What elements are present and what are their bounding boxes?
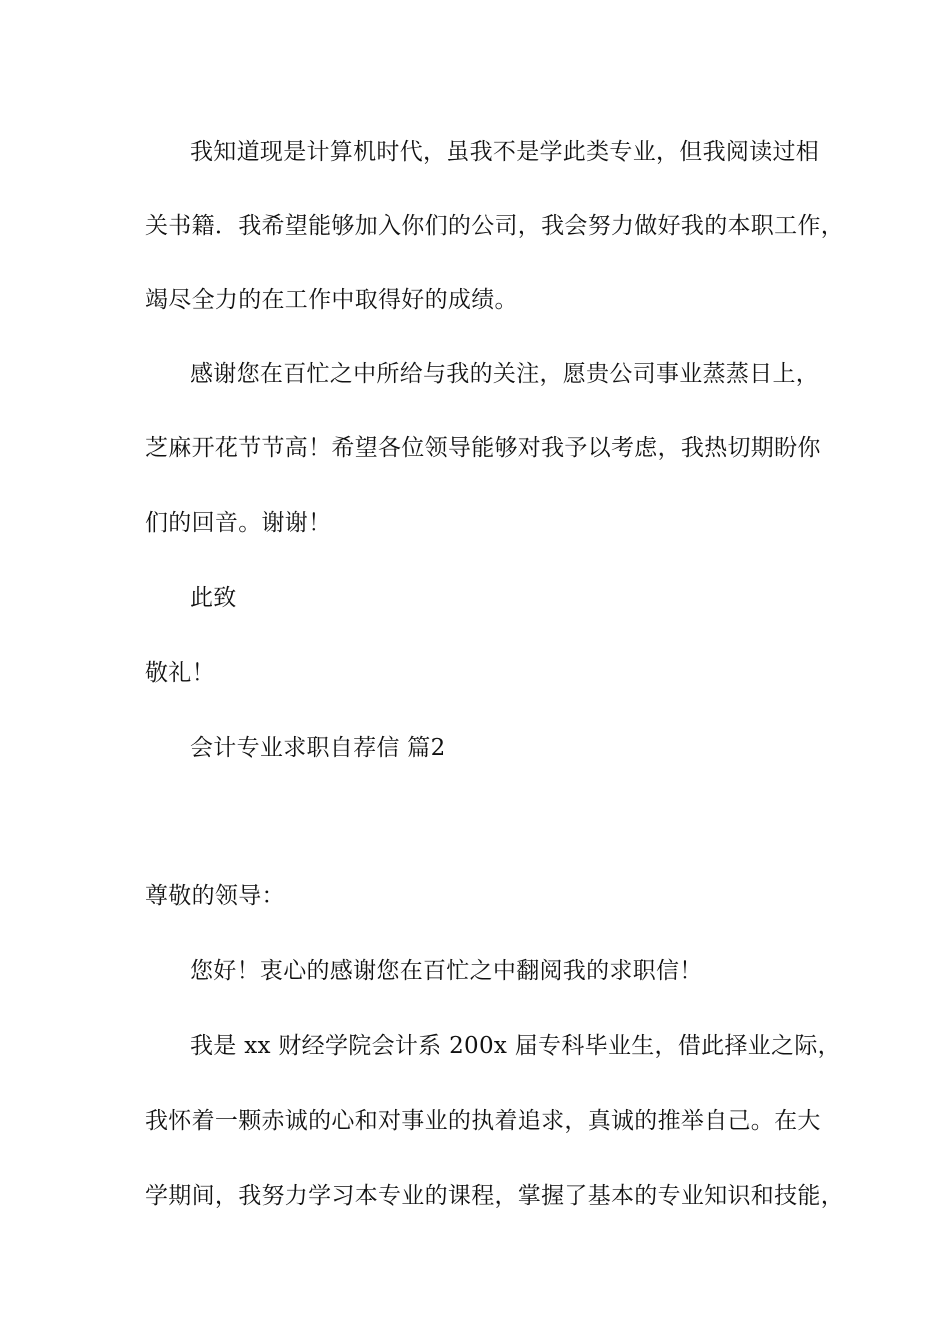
salutation-line: 敬礼！ [145, 660, 215, 686]
paragraph-line: 们的回音。谢谢！ [145, 510, 332, 536]
paragraph-line: 您好！衷心的感谢您在百忙之中翻阅我的求职信！ [190, 958, 703, 984]
greeting-line: 尊敬的领导： [145, 883, 285, 909]
paragraph-line: 我怀着一颗赤诚的心和对事业的执着追求，真诚的推举自己。在大 [145, 1108, 821, 1134]
closing-line: 此致 [190, 585, 237, 611]
paragraph-line: 我知道现是计算机时代，虽我不是学此类专业，但我阅读过相 [190, 139, 820, 165]
section-heading: 会计专业求职自荐信 篇2 [190, 735, 446, 761]
paragraph-line: 芝麻开花节节高！希望各位领导能够对我予以考虑，我热切期盼你 [145, 435, 821, 461]
paragraph-line: 关书籍．我希望能够加入你们的公司，我会努力做好我的本职工作， [145, 213, 844, 239]
paragraph-line: 竭尽全力的在工作中取得好的成绩。 [145, 287, 518, 313]
paragraph-line: 我是 xx 财经学院会计系 200x 届专科毕业生，借此择业之际， [190, 1033, 841, 1059]
paragraph-line: 感谢您在百忙之中所给与我的关注，愿贵公司事业蒸蒸日上， [190, 361, 820, 387]
paragraph-line: 学期间，我努力学习本专业的课程，掌握了基本的专业知识和技能， [145, 1183, 844, 1209]
